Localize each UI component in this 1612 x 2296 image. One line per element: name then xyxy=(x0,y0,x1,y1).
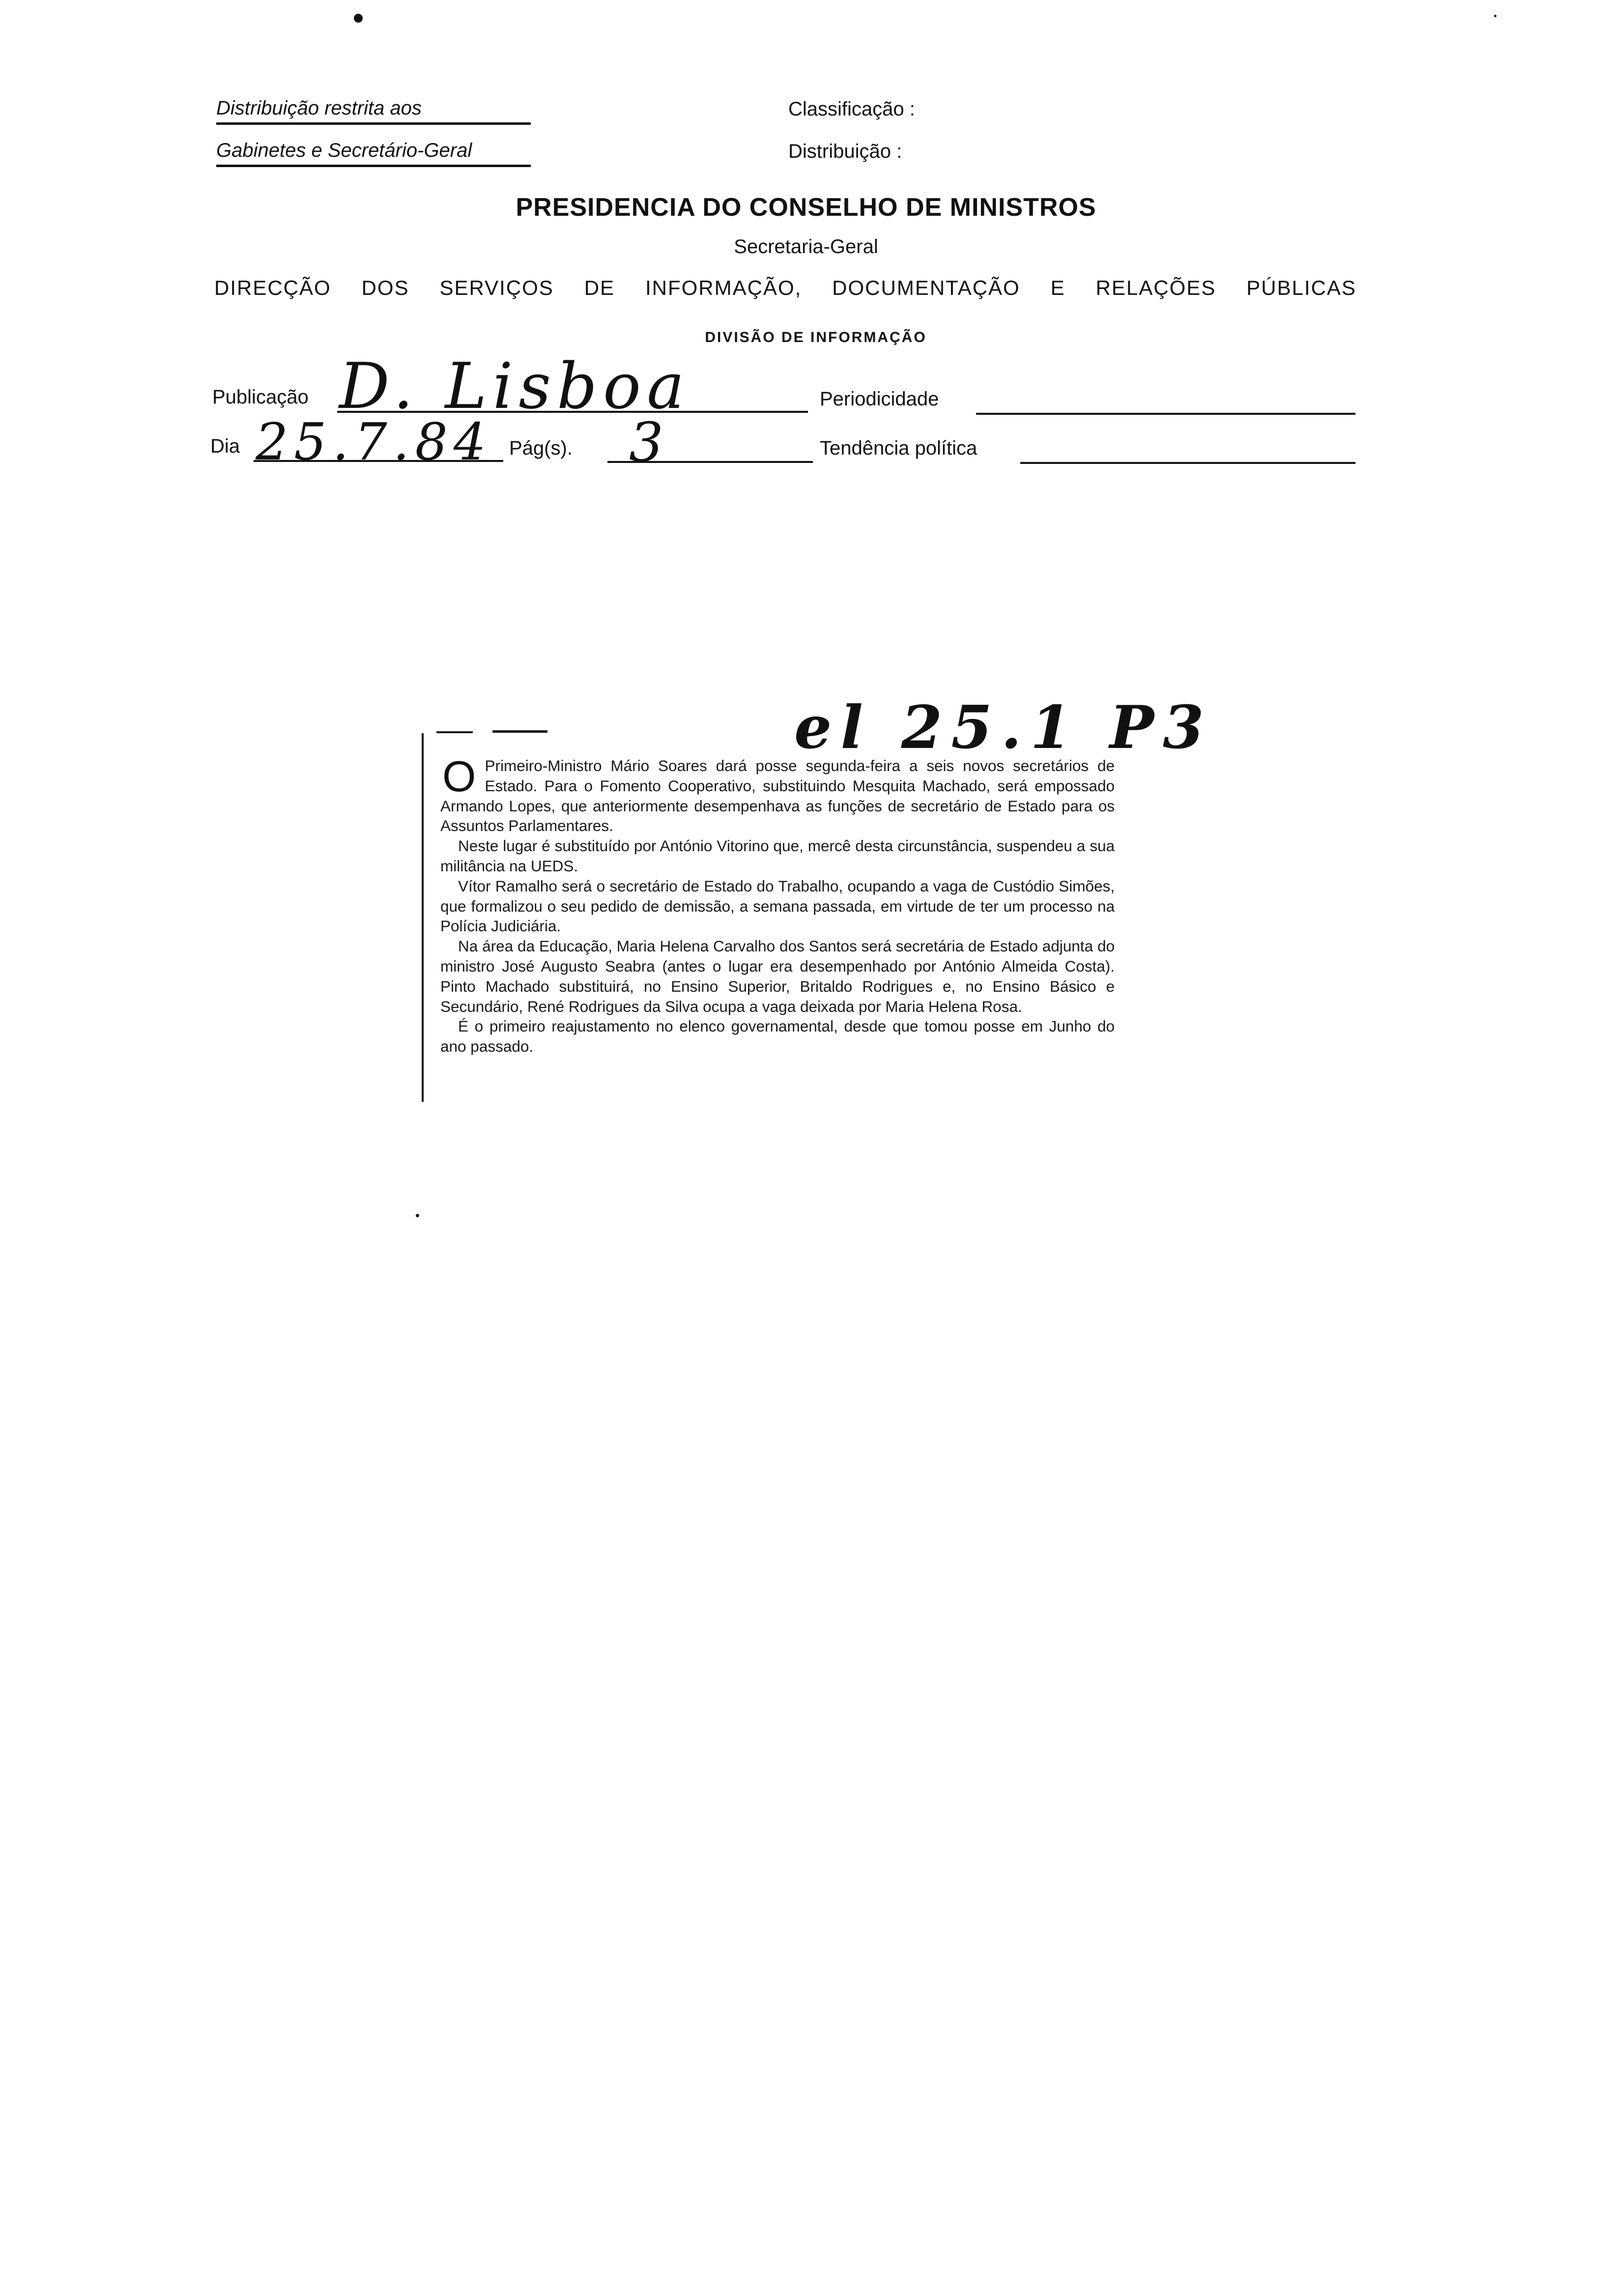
page-subtitle: Secretaria-Geral xyxy=(734,236,878,258)
directorate-word: INFORMAÇÃO, xyxy=(645,276,802,299)
publication-label: Publicação xyxy=(212,386,309,408)
periodicity-line xyxy=(976,413,1355,415)
article-paragraph: Neste lugar é substituído por António Vitorino que, mercê desta circunstância, suspendeu a sua militância na UEDS. xyxy=(440,837,1115,875)
handwritten-reference: el 25.1 P3 xyxy=(794,693,1213,762)
scan-speck xyxy=(1494,15,1497,17)
scan-speck xyxy=(416,1214,419,1217)
classification-label: Classificação : xyxy=(788,98,915,120)
periodicity-label: Periodicidade xyxy=(820,388,939,410)
directorate-word: RELAÇÕES xyxy=(1095,276,1216,299)
publication-handwritten-value: D. Lisboa xyxy=(339,350,691,423)
directorate-word: E xyxy=(1050,276,1065,299)
article-paragraph: É o primeiro reajustamento no elenco governamental, desde que tomou posse em Junho do ano passado. xyxy=(440,1017,1115,1056)
directorate-word: DIRECÇÃO xyxy=(214,276,331,299)
division-label: DIVISÃO DE INFORMAÇÃO xyxy=(705,329,927,345)
article-paragraph: Vítor Ramalho será o secretário de Estado do Trabalho, ocupando a vaga de Custódio Simões, que formalizou o seu pedido de demissão, a semana passada, em virtude de ter um processo na Polícia Judiciária. xyxy=(440,877,1115,935)
article-paragraph: Na área da Educação, Maria Helena Carvalho dos Santos será secretária de Estado adjunta do ministro José Augusto Seabra (antes o lugar era desempenhado por António Almeida Costa). Pinto Machado substituirá, no Ensino Superior, Britaldo Rodrigues e, no Ensino Básico e Secundário, René Rodrigues da Silva ocupa a vaga deixada por Maria Helena Rosa. xyxy=(440,937,1115,1015)
pages-handwritten-value: 3 xyxy=(629,411,669,474)
directorate-word: SERVIÇOS xyxy=(439,276,554,299)
pages-label: Pág(s). xyxy=(509,437,573,459)
distribution-restriction-line2: Gabinetes e Secretário-Geral xyxy=(216,140,531,167)
clipping-edge-top xyxy=(436,731,473,733)
article-paragraph xyxy=(440,752,1115,836)
directorate-word: PÚBLICAS xyxy=(1246,276,1356,299)
distribution-restriction-line1: Distribuição restrita aos xyxy=(216,97,531,125)
news-clipping-article xyxy=(440,752,1115,1057)
day-label: Dia xyxy=(210,435,240,457)
page-title: PRESIDENCIA DO CONSELHO DE MINISTROS xyxy=(516,193,1096,222)
clipping-edge-vertical xyxy=(422,733,424,1102)
directorate-word: DOS xyxy=(361,276,409,299)
directorate-word: DE xyxy=(584,276,615,299)
article-paragraph-text: Primeiro-Ministro Mário Soares dará posse segunda-feira a seis novos secretários de Estado. Para o Fomento Cooperativo, substituindo Mesquita Machado, será empossado Armando Lopes, que anteriormente desempenhava as funções de secretário de Estado para os Assuntos Parlamentares. xyxy=(440,757,1115,835)
distribution-label: Distribuição : xyxy=(788,141,902,162)
directorate-word: DOCUMENTAÇÃO xyxy=(832,276,1020,299)
clipping-edge-top xyxy=(492,730,547,733)
scan-speck xyxy=(354,14,363,23)
day-handwritten-value: 25.7.84 xyxy=(256,412,492,472)
political-tendency-line xyxy=(1020,462,1355,464)
directorate-line xyxy=(214,276,1356,300)
article-dropcap: O xyxy=(442,752,476,801)
political-tendency-label: Tendência política xyxy=(820,437,978,459)
